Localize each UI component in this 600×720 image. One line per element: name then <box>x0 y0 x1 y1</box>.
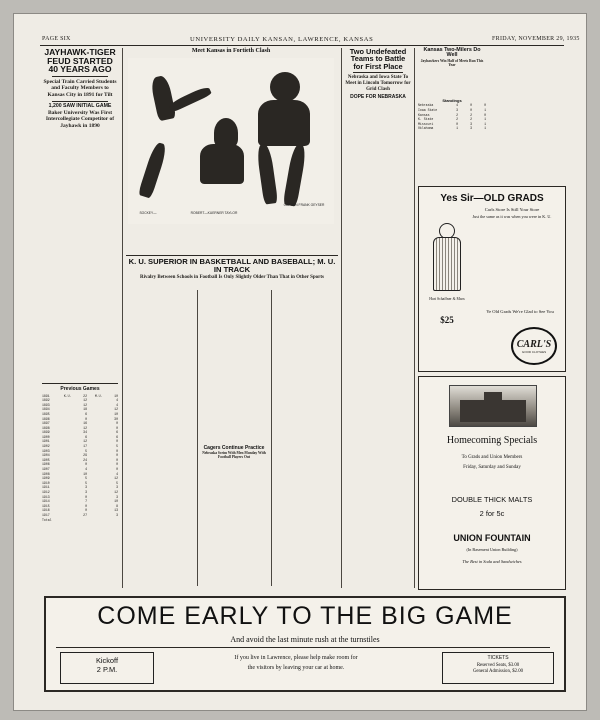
table-cell: 1910 <box>42 480 50 485</box>
coat-label: Hart Schaffner & Marx <box>429 297 465 301</box>
page-label: PAGE SIX <box>42 36 71 42</box>
kickoff-label: Kickoff <box>95 656 119 665</box>
table-cell: 30 <box>114 416 118 421</box>
caption-middle: ROBERT—KUERNER TAYLOR <box>190 211 238 215</box>
feud-subhead-2: 1,200 SAW INITIAL GAME <box>48 102 112 109</box>
standings-cell: 0 <box>470 108 472 113</box>
table-cell: 1897 <box>42 421 50 426</box>
table-cell: 22 <box>83 393 87 398</box>
table-cell: 1915 <box>42 503 50 508</box>
table-cell: 12 <box>83 402 87 407</box>
union-fountain: UNION FOUNTAIN <box>453 533 531 543</box>
table-cell: 0 <box>116 462 118 467</box>
standings-cell: 2 <box>470 112 472 117</box>
rivalry-body-1 <box>126 292 194 584</box>
table-cell: K.U. <box>63 393 72 398</box>
rivalry-subhead: Rivalry Between Schools in Football Is Only Slightly Older Than That in Other Sports <box>140 275 324 281</box>
table-cell: 6 <box>85 434 87 439</box>
table-cell: 0 <box>116 439 118 444</box>
kickoff-box <box>60 652 154 684</box>
feud-article <box>42 48 118 522</box>
standings-cell: 0 <box>470 103 472 108</box>
cagers-article <box>200 446 268 584</box>
table-cell: 29 <box>83 453 87 458</box>
table-cell: 0 <box>116 425 118 430</box>
table-cell: 1901 <box>42 439 50 444</box>
table-cell: 1913 <box>42 494 50 499</box>
table-cell: 0 <box>116 467 118 472</box>
table-cell: 0 <box>85 503 87 508</box>
masthead-rule <box>40 45 564 46</box>
standings-cell: 3 <box>456 108 458 113</box>
table-cell: 6 <box>116 434 118 439</box>
table-cell: 0 <box>116 448 118 453</box>
union-fountain-sub: (In Basement Union Building) <box>466 547 518 552</box>
standings-cell: 3 <box>470 126 472 131</box>
table-cell: 1917 <box>42 512 50 517</box>
table-cell: 12 <box>114 490 118 495</box>
homecoming-price: 2 for 5c <box>479 509 505 518</box>
standings-cell: 2 <box>456 112 458 117</box>
table-cell: 6 <box>85 411 87 416</box>
table-cell <box>62 518 72 523</box>
table-cell: 12 <box>114 476 118 481</box>
table-cell: 1898 <box>42 425 50 430</box>
table-cell: 1908 <box>42 471 50 476</box>
cagers-subhead: Nebraska Scrim With Men Monday With Football Players Out <box>202 451 266 460</box>
rivalry-headline: K. U. SUPERIOR IN BASKETBALL AND BASEBALL; M. U. IN TRACK <box>128 257 336 274</box>
table-cell: 1904 <box>42 453 50 458</box>
undefeated-body <box>345 103 411 555</box>
standings-cell: K. State <box>418 117 434 122</box>
table-cell: 3 <box>85 490 87 495</box>
homecoming-line1: To Grads and Union Members <box>461 455 523 460</box>
table-cell <box>77 518 87 523</box>
table-cell: 1899 <box>42 430 50 435</box>
table-cell: 10 <box>114 411 118 416</box>
feud-body <box>42 134 118 380</box>
undefeated-kicker: DOPE FOR NEBRASKA <box>350 94 406 101</box>
table-cell: 0 <box>85 416 87 421</box>
table-cell: 13 <box>114 508 118 513</box>
table-cell: 4 <box>116 398 118 403</box>
old-grads-ad <box>418 186 566 372</box>
tickets-reserved: Reserved Seats, $3.00 <box>476 663 520 668</box>
table-cell: 1900 <box>42 434 50 439</box>
table-cell: 3 <box>116 485 118 490</box>
table-cell: 4 <box>116 471 118 476</box>
table-cell: 0 <box>116 453 118 458</box>
table-cell <box>108 518 118 523</box>
rivalry-article <box>126 258 338 281</box>
homecoming-title: Homecoming Specials <box>446 435 538 446</box>
standings-cell: 2 <box>470 117 472 122</box>
tickets-box <box>442 652 554 684</box>
table-cell: 8 <box>116 503 118 508</box>
previous-games-table <box>42 394 118 523</box>
previous-games-title: Previous Games <box>60 385 100 392</box>
table-cell: 1896 <box>42 416 50 421</box>
homecoming-tag: The Best in Soda and Sandwiches <box>462 559 522 564</box>
photo-story <box>128 224 334 252</box>
football-players-photo <box>128 58 334 224</box>
paper-title: UNIVERSITY DAILY KANSAN, LAWRENCE, KANSAS <box>190 36 374 43</box>
date-label: FRIDAY, NOVEMBER 29, 1935 <box>492 36 580 42</box>
undefeated-subhead: Nebraska and Iowa State To Meet in Lincoln Tomorrow for Grid Clash <box>345 75 411 93</box>
table-cell: 10 <box>114 393 118 398</box>
table-cell: 1902 <box>42 444 50 449</box>
carls-logo: CARL'S GOOD CLOTHES <box>511 327 557 365</box>
standings-cell: 2 <box>456 117 458 122</box>
table-cell: 24 <box>83 457 87 462</box>
table-cell: 0 <box>85 462 87 467</box>
undefeated-headline: Two Undefeated Teams to Battle for First Place <box>349 47 407 71</box>
two-milers-headline: Kansas Two-Milers Do Well <box>423 47 481 59</box>
table-cell: 0 <box>85 494 87 499</box>
big-game-ad <box>44 596 566 692</box>
table-cell: 12 <box>83 439 87 444</box>
table-cell: 0 <box>116 421 118 426</box>
col5-body <box>490 50 564 178</box>
undefeated-article <box>345 48 411 555</box>
photo-feature <box>126 48 336 54</box>
feud-subhead-3: Baker University Was First Intercollegiate Competitor of Jayhawk in 1890 <box>45 109 115 129</box>
table-cell: 1912 <box>42 490 50 495</box>
cagers-headline: Cagers Continue Practice <box>203 445 265 451</box>
standings-cell: 1 <box>484 108 486 113</box>
table-cell: 12 <box>83 425 87 430</box>
table-cell: 0 <box>116 457 118 462</box>
big-game-subline: And avoid the last minute rush at the turnstiles <box>230 635 380 644</box>
table-cell: M.U. <box>94 393 103 398</box>
standings-cell: 1 <box>484 117 486 122</box>
standings-cell: 4 <box>456 103 458 108</box>
feud-subhead: Special Train Carried Students and Faculty Members to Kansas City in 1891 for Tilt <box>43 78 117 98</box>
table-cell: 1914 <box>42 499 50 504</box>
standings-cell: Iowa State <box>418 108 438 113</box>
union-building-illustration <box>449 385 537 427</box>
standings-row <box>418 126 486 131</box>
old-grads-line2: Just the same as it was when you were in K. U. <box>472 214 552 219</box>
table-cell: 10 <box>83 471 87 476</box>
big-game-message-1: If you live in Lawrence, please help make room for <box>234 655 358 661</box>
coat-price: $25 <box>440 315 454 325</box>
table-cell: 10 <box>114 499 118 504</box>
table-cell: 4 <box>85 467 87 472</box>
table-row <box>42 518 118 523</box>
table-cell: 5 <box>85 480 87 485</box>
standings-cell: 1 <box>484 126 486 131</box>
homecoming-line2: Friday, Saturday and Sunday <box>463 465 521 470</box>
table-cell: 1905 <box>42 457 50 462</box>
table-cell: 1916 <box>42 508 50 513</box>
table-cell: 1893 <box>42 402 50 407</box>
standings-cell: 0 <box>484 103 486 108</box>
table-cell: 7 <box>85 499 87 504</box>
two-milers-article <box>418 48 486 191</box>
big-game-headline: COME EARLY TO THE BIG GAME <box>97 602 513 630</box>
table-cell: 1911 <box>42 485 50 490</box>
caption-right: CAPTAIN FRANK GEYSER <box>283 203 325 207</box>
table-cell: 1906 <box>42 462 50 467</box>
table-cell: 5 <box>85 476 87 481</box>
caption-left: SOCKEY— <box>139 211 157 215</box>
man-in-coat-illustration <box>429 223 463 293</box>
table-cell: 1894 <box>42 407 50 412</box>
table-cell: Total <box>42 517 52 522</box>
old-grads-title: Yes Sir—OLD GRADS <box>440 193 544 204</box>
standings-cell: 1 <box>484 121 486 126</box>
rivalry-body-2 <box>200 292 268 444</box>
table-cell: 12 <box>83 398 87 403</box>
table-cell: 1891 <box>42 393 50 398</box>
standings-title: Standings <box>442 98 462 104</box>
table-cell: 6 <box>116 430 118 435</box>
standings-cell: Nebraska <box>418 103 434 108</box>
feud-headline: JAYHAWK-TIGER FEUD STARTED 40 YEARS AGO <box>44 47 116 75</box>
table-cell: 3 <box>116 512 118 517</box>
table-cell: 1892 <box>42 398 50 403</box>
table-cell: 5 <box>116 480 118 485</box>
table-cell: 1909 <box>42 476 50 481</box>
table-cell: 1895 <box>42 411 50 416</box>
table-cell: 1907 <box>42 467 50 472</box>
homecoming-ad <box>418 376 566 590</box>
photo-headline: Meet Kansas in Fortieth Clash <box>191 48 271 54</box>
table-cell: 4 <box>116 402 118 407</box>
table-cell: 5 <box>116 444 118 449</box>
table-cell: 3 <box>116 494 118 499</box>
standings-cell: Missouri <box>418 121 434 126</box>
table-cell: 1903 <box>42 448 50 453</box>
standings-cell: 1 <box>456 126 458 131</box>
table-cell <box>93 518 103 523</box>
standings-cell: Kansas <box>418 112 430 117</box>
table-cell: 34 <box>83 430 87 435</box>
old-grads-line1: Carls Store Is Still Your Store <box>484 207 540 212</box>
newspaper-page <box>14 14 586 710</box>
table-cell: 3 <box>85 485 87 490</box>
table-cell: 16 <box>83 421 87 426</box>
table-cell: 5 <box>85 448 87 453</box>
old-grads-footer: Ye Old Grads We're Glad to See You <box>486 309 554 314</box>
tickets-label: TICKETS <box>487 655 509 661</box>
table-cell: 27 <box>83 512 87 517</box>
standings-cell: 0 <box>456 121 458 126</box>
table-cell: 17 <box>83 444 87 449</box>
kickoff-time: 2 P.M. <box>96 665 118 674</box>
standings-table <box>418 103 486 131</box>
tickets-general: General Admission, $2.00 <box>472 669 524 674</box>
column-divider <box>122 48 123 588</box>
standings-cell: 0 <box>484 112 486 117</box>
table-cell: 0 <box>85 508 87 513</box>
two-milers-subhead: Jayhawkers Win Half of Meets Run This Year <box>420 58 484 68</box>
standings-cell: 3 <box>470 121 472 126</box>
homecoming-product: DOUBLE THICK MALTS <box>451 495 533 504</box>
table-cell: 18 <box>83 407 87 412</box>
big-game-message-2: the visitors by leaving your car at home. <box>247 665 345 671</box>
standings-cell: Oklahoma <box>418 126 434 131</box>
table-cell: 12 <box>114 407 118 412</box>
